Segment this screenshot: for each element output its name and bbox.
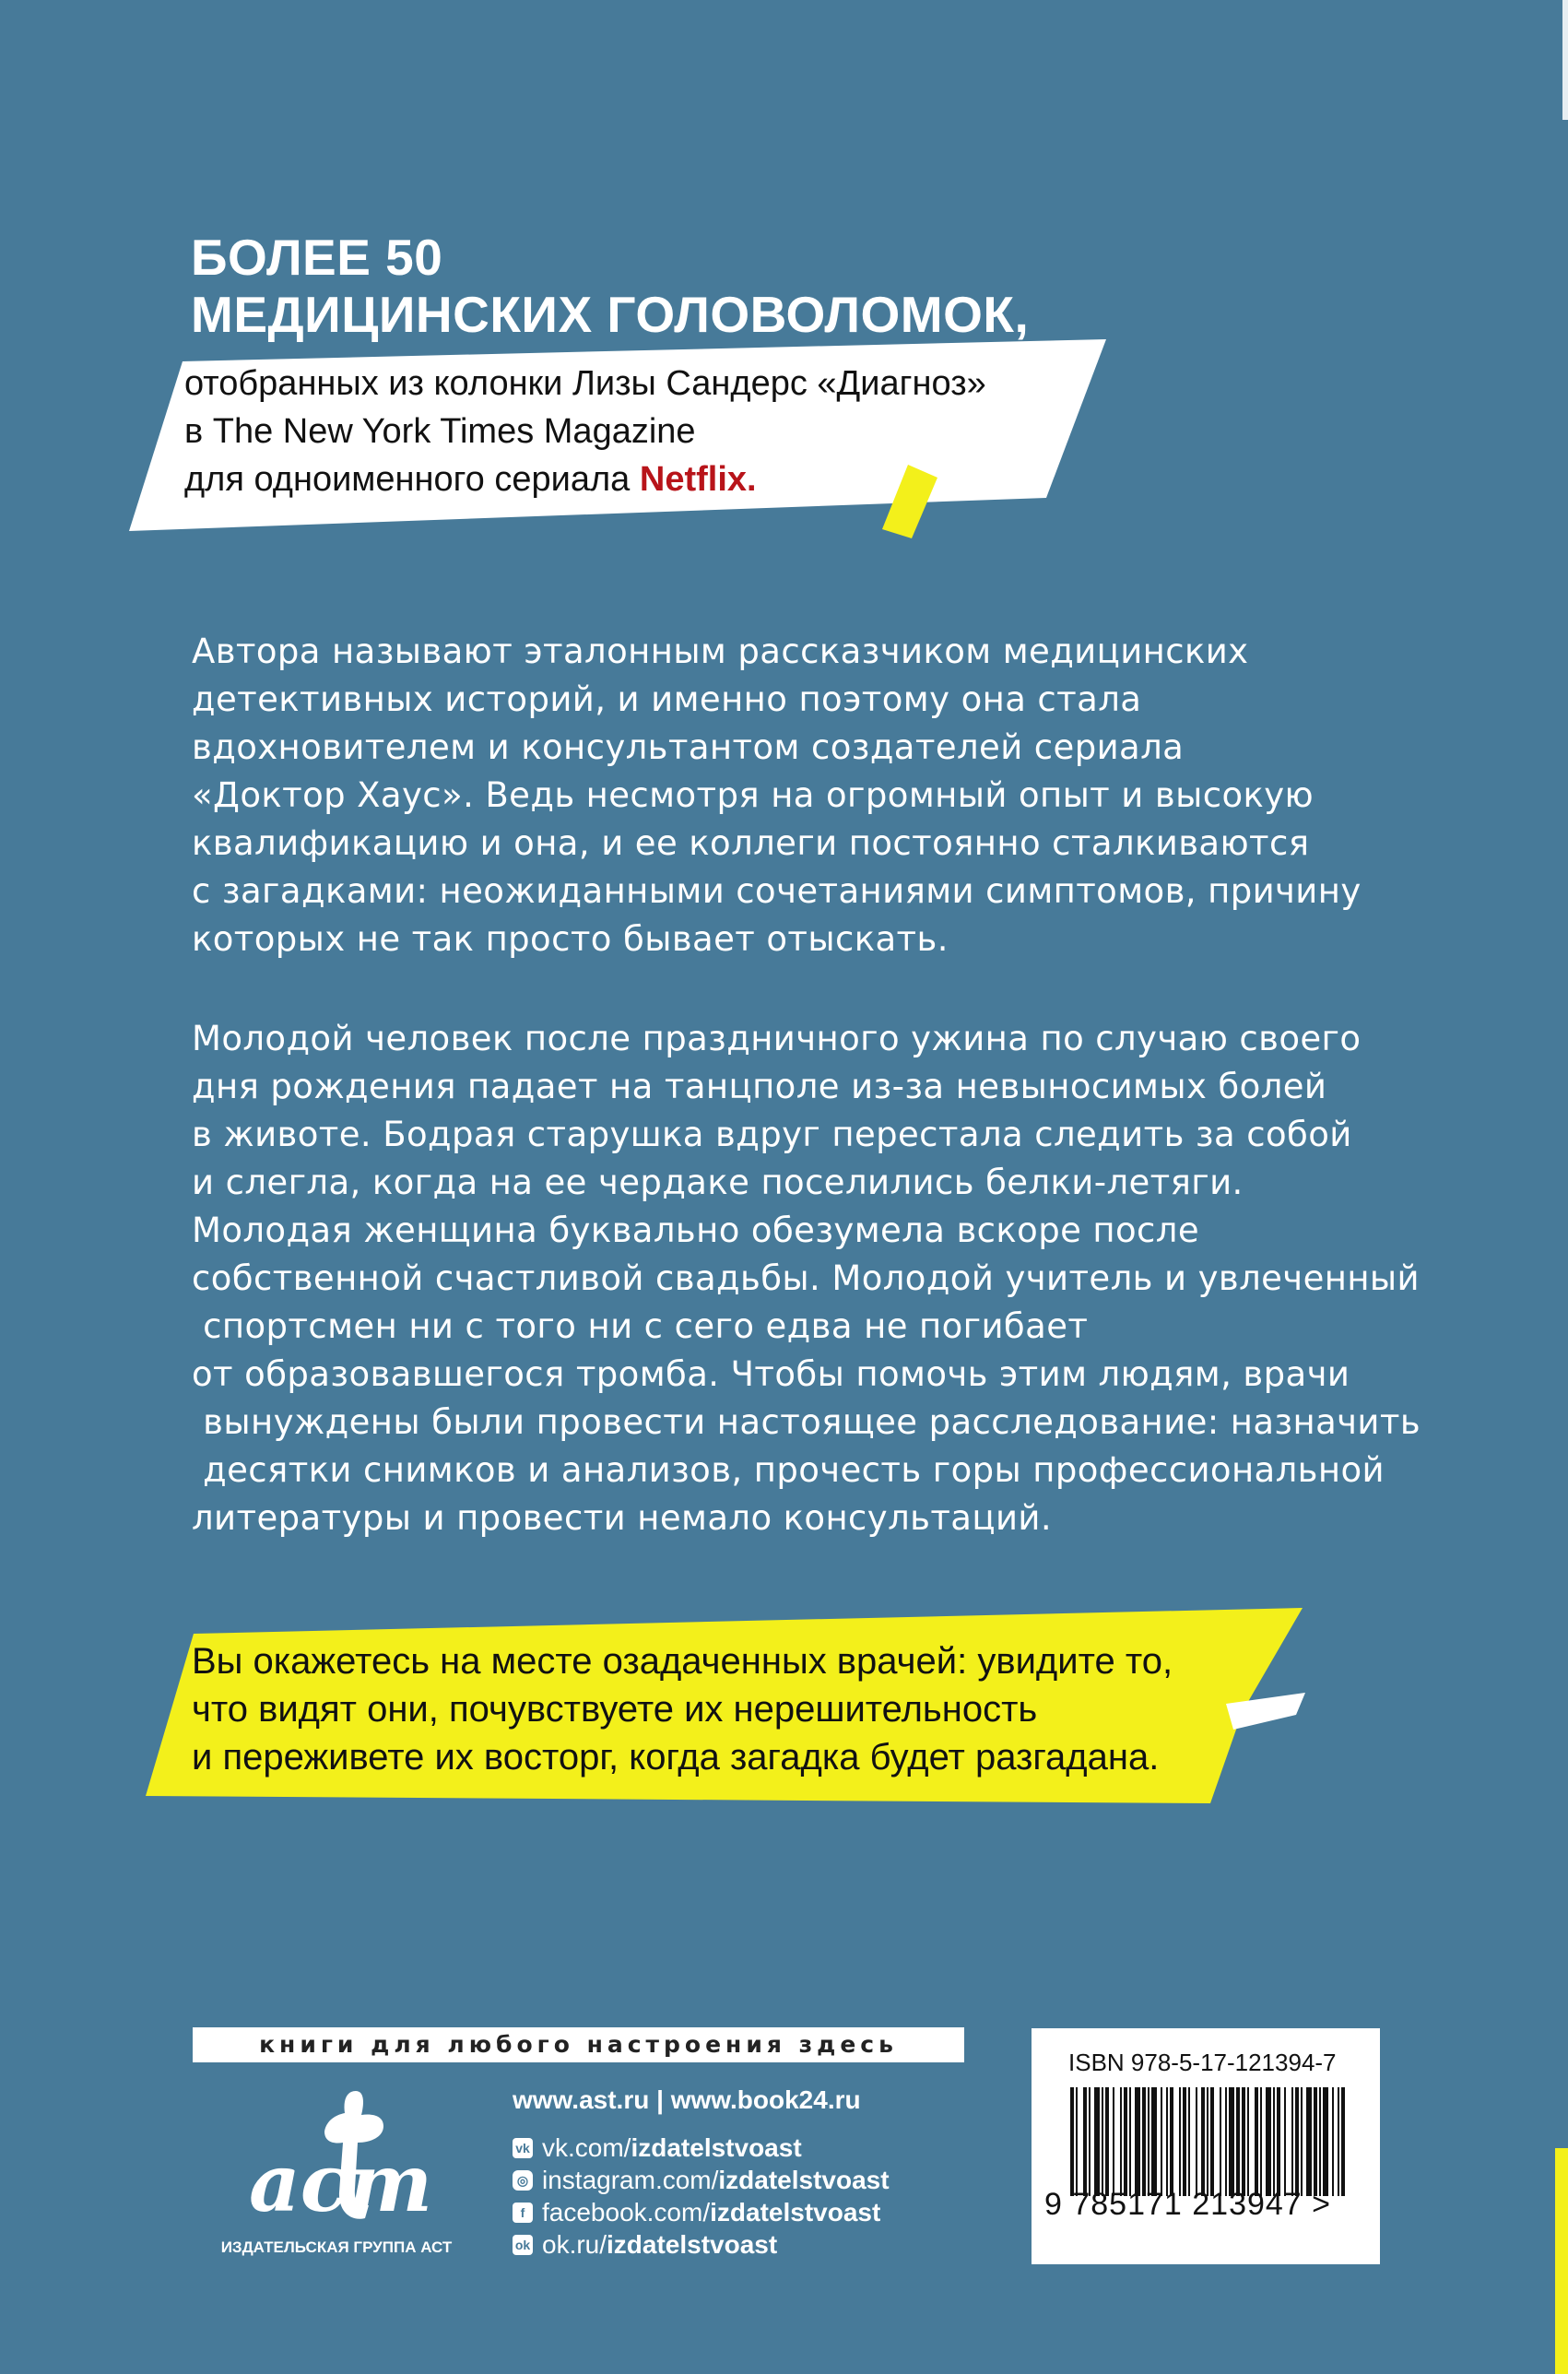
facebook-icon: f bbox=[513, 2203, 533, 2223]
barcode-bar bbox=[1148, 2087, 1149, 2196]
paragraph-2-line: в животе. Бодрая старушка вдруг перестала следить за собой bbox=[192, 1115, 1352, 1154]
barcode-bar bbox=[1076, 2087, 1078, 2196]
white-banner-line-2: в The New York Times Magazine bbox=[184, 412, 696, 451]
cover-edge-mark bbox=[1562, 0, 1568, 120]
paragraph-2-line: десятки снимков и анализов, прочесть горы профессиональной bbox=[192, 1450, 1385, 1490]
barcode-bar bbox=[1161, 2087, 1162, 2196]
website-links[interactable]: www.ast.ru | www.book24.ru bbox=[513, 2085, 861, 2114]
publisher-name: ИЗДАТЕЛЬСКАЯ ГРУППА АСТ bbox=[220, 2238, 453, 2256]
paragraph-1-line: Автора называют эталонным рассказчиком медицинских bbox=[192, 632, 1249, 671]
barcode-bar bbox=[1277, 2087, 1280, 2196]
barcode-bar bbox=[1323, 2087, 1328, 2196]
social-link-odnoklassniki[interactable] bbox=[513, 2228, 890, 2261]
paragraph-2-line: литературы и провести немало консультаций. bbox=[192, 1498, 1053, 1538]
barcode-bar bbox=[1089, 2087, 1091, 2196]
social-link-prefix: ok.ru/ bbox=[542, 2229, 607, 2259]
white-banner bbox=[129, 339, 1106, 533]
paragraph-2-line: Молодой человек после праздничного ужина по случаю своего bbox=[192, 1019, 1362, 1058]
barcode-bar bbox=[1070, 2087, 1074, 2196]
paragraph-1-line: вдохновителем и консультантом создателей сериала bbox=[192, 727, 1185, 767]
barcode-bar bbox=[1151, 2087, 1157, 2196]
barcode-bar bbox=[1207, 2087, 1208, 2196]
barcode-bar bbox=[1129, 2087, 1131, 2196]
social-link-handle: izdatelstvoast bbox=[710, 2197, 881, 2226]
barcode-bar bbox=[1094, 2087, 1100, 2196]
social-link-handle: izdatelstvoast bbox=[631, 2132, 802, 2162]
headline-line-1: БОЛЕЕ 50 bbox=[191, 229, 443, 286]
barcode-bar bbox=[1188, 2087, 1190, 2196]
barcode-bar bbox=[1179, 2087, 1181, 2196]
social-link-facebook[interactable] bbox=[513, 2196, 890, 2228]
barcode-bar bbox=[1236, 2087, 1240, 2196]
description-paragraph-1 bbox=[192, 628, 1390, 963]
social-link-vk[interactable] bbox=[513, 2132, 890, 2164]
social-link-prefix: instagram.com/ bbox=[542, 2165, 719, 2194]
barcode-bar bbox=[1083, 2087, 1087, 2196]
barcode-bar bbox=[1120, 2087, 1122, 2196]
publisher-logo-icon bbox=[247, 2082, 433, 2238]
barcode-bar bbox=[1295, 2087, 1299, 2196]
barcode-bar bbox=[1166, 2087, 1168, 2196]
social-links bbox=[513, 2132, 890, 2261]
isbn-barcode-panel bbox=[1032, 2028, 1380, 2264]
barcode-bar bbox=[1229, 2087, 1234, 2196]
netflix-highlight: Netflix. bbox=[639, 460, 757, 499]
instagram-icon: ◎ bbox=[513, 2170, 533, 2191]
isbn-number: ISBN 978-5-17-121394-7 bbox=[1068, 2049, 1337, 2076]
paragraph-2-line: вынуждены были провести настоящее расследование: назначить bbox=[192, 1402, 1421, 1442]
yellow-accent-stripe bbox=[880, 465, 945, 538]
barcode-bar bbox=[1255, 2087, 1258, 2196]
barcode-bar bbox=[1341, 2087, 1345, 2196]
paragraph-1-line: детективных историй, и именно поэтому она стала bbox=[192, 679, 1142, 719]
barcode-digits: 9 785171 213947 > bbox=[1044, 2187, 1332, 2222]
tagline-bar: книги для любого настроения здесь bbox=[193, 2027, 964, 2062]
barcode-bar bbox=[1124, 2087, 1127, 2196]
publisher-logo-text: аст bbox=[249, 2137, 433, 2230]
social-link-handle: izdatelstvoast bbox=[607, 2229, 778, 2259]
headline-line-2: МЕДИЦИНСКИХ ГОЛОВОЛОМОК, bbox=[191, 286, 1030, 343]
white-banner-text bbox=[184, 360, 986, 503]
barcode-bar bbox=[1170, 2087, 1173, 2196]
barcode-bar bbox=[1314, 2087, 1317, 2196]
cover-edge-yellow-strip bbox=[1555, 2148, 1568, 2374]
social-link-prefix: vk.com/ bbox=[542, 2132, 631, 2162]
barcode-bar bbox=[1319, 2087, 1321, 2196]
paragraph-2-line: дня рождения падает на танцполе из-за невыносимых болей bbox=[192, 1067, 1327, 1106]
barcode-bar bbox=[1196, 2087, 1197, 2196]
yellow-banner-line: что видят они, почувствуете их нерешительность bbox=[192, 1689, 1038, 1730]
paragraph-2-line: и слегла, когда на ее чердаке поселились белки-летяги. bbox=[192, 1163, 1244, 1202]
barcode-bar bbox=[1102, 2087, 1103, 2196]
barcode-bar bbox=[1142, 2087, 1146, 2196]
yellow-banner bbox=[146, 1608, 1307, 1803]
barcode-bar bbox=[1225, 2087, 1227, 2196]
vk-icon: vk bbox=[513, 2138, 533, 2158]
barcode-bars-icon bbox=[1070, 2087, 1343, 2196]
paragraph-1-line: которых не так просто бывает отыскать. bbox=[192, 919, 949, 959]
barcode-bar bbox=[1291, 2087, 1293, 2196]
paragraph-2-line: спортсмен ни с того ни с сего едва не погибает bbox=[192, 1306, 1089, 1346]
odnoklassniki-icon: ok bbox=[513, 2235, 533, 2255]
barcode-bar bbox=[1306, 2087, 1312, 2196]
barcode-bar bbox=[1113, 2087, 1114, 2196]
paragraph-1-line: квалификацию и она, и ее коллеги постоянно сталкиваются bbox=[192, 823, 1310, 863]
barcode-bar bbox=[1242, 2087, 1245, 2196]
description-paragraph-2 bbox=[192, 1015, 1421, 1542]
barcode-bar bbox=[1105, 2087, 1109, 2196]
social-link-prefix: facebook.com/ bbox=[542, 2197, 711, 2226]
barcode-bar bbox=[1332, 2087, 1334, 2196]
barcode-bar bbox=[1135, 2087, 1140, 2196]
social-link-instagram[interactable] bbox=[513, 2164, 890, 2196]
paragraph-2-line: Молодая женщина буквально обезумела вскоре после bbox=[192, 1211, 1199, 1250]
barcode-bar bbox=[1201, 2087, 1205, 2196]
yellow-banner-text bbox=[192, 1637, 1173, 1781]
white-banner-line-3 bbox=[184, 455, 986, 503]
social-link-handle: izdatelstvoast bbox=[718, 2165, 890, 2194]
barcode-bar bbox=[1338, 2087, 1339, 2196]
yellow-banner-line: Вы окажетесь на месте озадаченных врачей: увидите то, bbox=[192, 1641, 1173, 1682]
paragraph-1-line: «Доктор Хаус». Ведь несмотря на огромный опыт и высокую bbox=[192, 775, 1315, 815]
barcode-bar bbox=[1273, 2087, 1275, 2196]
barcode-bar bbox=[1247, 2087, 1249, 2196]
white-banner-line-1: отобранных из колонки Лизы Сандерс «Диагноз» bbox=[184, 364, 986, 403]
paragraph-2-line: от образовавшегося тромба. Чтобы помочь этим людям, врачи bbox=[192, 1354, 1350, 1394]
paragraph-1-line: с загадками: неожиданными сочетаниями симптомов, причину bbox=[192, 871, 1362, 911]
paragraph-2-line: собственной счастливой свадьбы. Молодой учитель и увлеченный bbox=[192, 1258, 1420, 1298]
barcode-bar bbox=[1183, 2087, 1186, 2196]
barcode-bar bbox=[1301, 2087, 1303, 2196]
barcode-bar bbox=[1266, 2087, 1271, 2196]
barcode-bar bbox=[1284, 2087, 1286, 2196]
barcode-bar bbox=[1220, 2087, 1221, 2196]
barcode-bar bbox=[1260, 2087, 1262, 2196]
white-banner-line-3-prefix: для одноименного сериала bbox=[184, 460, 640, 499]
yellow-banner-line: и переживете их восторг, когда загадка будет разгадана. bbox=[192, 1737, 1160, 1778]
barcode-bar bbox=[1210, 2087, 1214, 2196]
headline bbox=[191, 229, 1029, 343]
